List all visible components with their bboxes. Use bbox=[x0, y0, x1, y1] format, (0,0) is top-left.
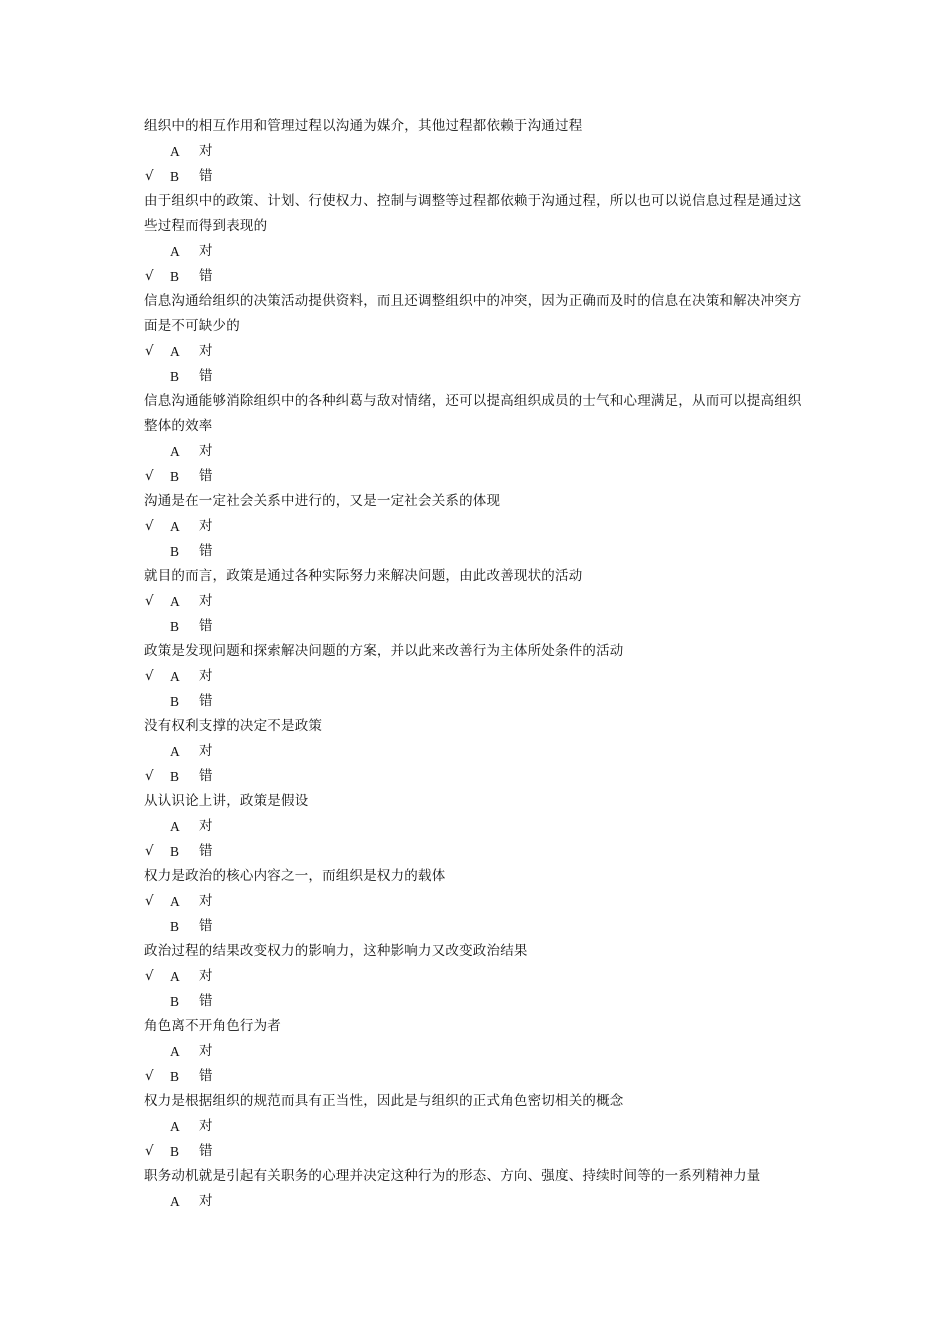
check-mark-icon: √ bbox=[145, 343, 154, 359]
check-mark-icon: √ bbox=[145, 168, 154, 184]
option-label: 对 bbox=[199, 243, 213, 259]
option-label: 对 bbox=[199, 1118, 213, 1134]
option-label: 错 bbox=[199, 543, 213, 559]
check-mark-icon: √ bbox=[145, 1068, 154, 1084]
option-label: 对 bbox=[199, 443, 213, 459]
option-label: 对 bbox=[199, 1043, 213, 1059]
option-label: 错 bbox=[199, 1068, 213, 1084]
option-label: 错 bbox=[199, 468, 213, 484]
answer-option-a[interactable] bbox=[0, 739, 950, 764]
check-mark-icon: √ bbox=[145, 1143, 154, 1159]
question-text: 角色离不开角色行为者 bbox=[144, 1018, 281, 1034]
answer-option-a[interactable] bbox=[0, 514, 950, 539]
option-label: 错 bbox=[199, 368, 213, 384]
question-text: 就目的而言，政策是通过各种实际努力来解决问题，由此改善现状的活动 bbox=[144, 568, 583, 584]
answer-option-b[interactable] bbox=[0, 1139, 950, 1164]
check-mark-icon: √ bbox=[145, 518, 154, 534]
answer-option-b[interactable] bbox=[0, 914, 950, 939]
option-letter: B bbox=[170, 269, 180, 284]
question-text: 从认识论上讲，政策是假设 bbox=[144, 793, 309, 809]
question-text: 由于组织中的政策、计划、行使权力、控制与调整等过程都依赖于沟通过程，所以也可以说信息过程是通过这些过程而得到表现的 bbox=[144, 193, 802, 234]
option-letter: A bbox=[170, 1044, 180, 1059]
answer-option-a[interactable] bbox=[0, 339, 950, 364]
answer-option-a[interactable] bbox=[0, 1039, 950, 1064]
question-block bbox=[0, 1164, 950, 1214]
answer-option-b[interactable] bbox=[0, 614, 950, 639]
question-block bbox=[0, 714, 950, 789]
option-letter: B bbox=[170, 1069, 180, 1084]
option-letter: B bbox=[170, 369, 180, 384]
option-label: 错 bbox=[199, 168, 213, 184]
option-label: 对 bbox=[199, 893, 213, 909]
answer-option-b[interactable] bbox=[0, 764, 950, 789]
check-mark-icon: √ bbox=[145, 843, 154, 859]
question-block bbox=[0, 639, 950, 714]
option-letter: B bbox=[170, 169, 180, 184]
option-label: 对 bbox=[199, 668, 213, 684]
option-letter: A bbox=[170, 244, 180, 259]
option-letter: B bbox=[170, 694, 180, 709]
check-mark-icon: √ bbox=[145, 468, 154, 484]
question-block bbox=[0, 289, 950, 389]
option-letter: A bbox=[170, 519, 180, 534]
answer-option-a[interactable] bbox=[0, 664, 950, 689]
question-block bbox=[0, 564, 950, 639]
option-letter: B bbox=[170, 1144, 180, 1159]
question-block bbox=[0, 489, 950, 564]
question-block bbox=[0, 1089, 950, 1164]
question-block bbox=[0, 1014, 950, 1089]
option-letter: A bbox=[170, 1119, 180, 1134]
option-letter: A bbox=[170, 744, 180, 759]
option-letter: A bbox=[170, 669, 180, 684]
option-label: 对 bbox=[199, 143, 213, 159]
option-letter: B bbox=[170, 619, 180, 634]
answer-option-a[interactable] bbox=[0, 139, 950, 164]
answer-option-b[interactable] bbox=[0, 164, 950, 189]
answer-option-a[interactable] bbox=[0, 889, 950, 914]
question-text: 沟通是在一定社会关系中进行的，又是一定社会关系的体现 bbox=[144, 493, 501, 509]
option-letter: A bbox=[170, 444, 180, 459]
option-label: 错 bbox=[199, 1143, 213, 1159]
question-text: 权力是根据组织的规范而具有正当性，因此是与组织的正式角色密切相关的概念 bbox=[144, 1093, 624, 1109]
question-text: 政治过程的结果改变权力的影响力，这种影响力又改变政治结果 bbox=[144, 943, 528, 959]
question-text: 组织中的相互作用和管理过程以沟通为媒介，其他过程都依赖于沟通过程 bbox=[144, 118, 583, 134]
option-label: 对 bbox=[199, 968, 213, 984]
check-mark-icon: √ bbox=[145, 893, 154, 909]
option-letter: B bbox=[170, 844, 180, 859]
question-block bbox=[0, 189, 950, 289]
answer-option-a[interactable] bbox=[0, 239, 950, 264]
option-letter: B bbox=[170, 544, 180, 559]
option-label: 对 bbox=[199, 1193, 213, 1209]
option-label: 错 bbox=[199, 268, 213, 284]
answer-option-b[interactable] bbox=[0, 539, 950, 564]
option-letter: A bbox=[170, 344, 180, 359]
check-mark-icon: √ bbox=[145, 668, 154, 684]
answer-option-b[interactable] bbox=[0, 689, 950, 714]
option-letter: A bbox=[170, 969, 180, 984]
option-letter: B bbox=[170, 994, 180, 1009]
answer-option-a[interactable] bbox=[0, 1114, 950, 1139]
answer-option-a[interactable] bbox=[0, 589, 950, 614]
answer-option-b[interactable] bbox=[0, 364, 950, 389]
option-label: 错 bbox=[199, 843, 213, 859]
option-label: 错 bbox=[199, 993, 213, 1009]
option-letter: B bbox=[170, 919, 180, 934]
option-label: 错 bbox=[199, 618, 213, 634]
option-label: 错 bbox=[199, 693, 213, 709]
answer-option-b[interactable] bbox=[0, 1064, 950, 1089]
question-block bbox=[0, 789, 950, 864]
option-letter: A bbox=[170, 819, 180, 834]
check-mark-icon: √ bbox=[145, 593, 154, 609]
question-text: 信息沟通能够消除组织中的各种纠葛与敌对情绪，还可以提高组织成员的士气和心理满足，从而可以提高组织整体的效率 bbox=[144, 393, 802, 434]
check-mark-icon: √ bbox=[145, 268, 154, 284]
check-mark-icon: √ bbox=[145, 968, 154, 984]
answer-option-a[interactable] bbox=[0, 439, 950, 464]
option-label: 对 bbox=[199, 743, 213, 759]
option-letter: A bbox=[170, 1194, 180, 1209]
option-label: 对 bbox=[199, 518, 213, 534]
answer-option-b[interactable] bbox=[0, 839, 950, 864]
option-label: 对 bbox=[199, 593, 213, 609]
option-letter: B bbox=[170, 469, 180, 484]
option-label: 对 bbox=[199, 343, 213, 359]
question-block bbox=[0, 114, 950, 189]
answer-option-b[interactable] bbox=[0, 989, 950, 1014]
document-body bbox=[0, 114, 950, 1214]
question-block bbox=[0, 864, 950, 939]
answer-option-a[interactable] bbox=[0, 964, 950, 989]
option-letter: A bbox=[170, 594, 180, 609]
option-letter: B bbox=[170, 769, 180, 784]
check-mark-icon: √ bbox=[145, 768, 154, 784]
answer-option-b[interactable] bbox=[0, 264, 950, 289]
answer-option-a[interactable] bbox=[0, 1189, 950, 1214]
option-letter: A bbox=[170, 144, 180, 159]
answer-option-a[interactable] bbox=[0, 814, 950, 839]
question-block bbox=[0, 939, 950, 1014]
question-text: 没有权利支撑的决定不是政策 bbox=[144, 718, 323, 734]
option-label: 错 bbox=[199, 918, 213, 934]
question-text: 政策是发现问题和探索解决问题的方案，并以此来改善行为主体所处条件的活动 bbox=[144, 643, 624, 659]
question-text: 权力是政治的核心内容之一，而组织是权力的载体 bbox=[144, 868, 446, 884]
option-letter: A bbox=[170, 894, 180, 909]
option-label: 对 bbox=[199, 818, 213, 834]
option-label: 错 bbox=[199, 768, 213, 784]
question-block bbox=[0, 389, 950, 489]
answer-option-b[interactable] bbox=[0, 464, 950, 489]
question-text: 信息沟通给组织的决策活动提供资料，而且还调整组织中的冲突，因为正确而及时的信息在决策和解决冲突方面是不可缺少的 bbox=[144, 293, 802, 334]
question-text: 职务动机就是引起有关职务的心理并决定这种行为的形态、方向、强度、持续时间等的一系列精神力量 bbox=[144, 1168, 761, 1184]
